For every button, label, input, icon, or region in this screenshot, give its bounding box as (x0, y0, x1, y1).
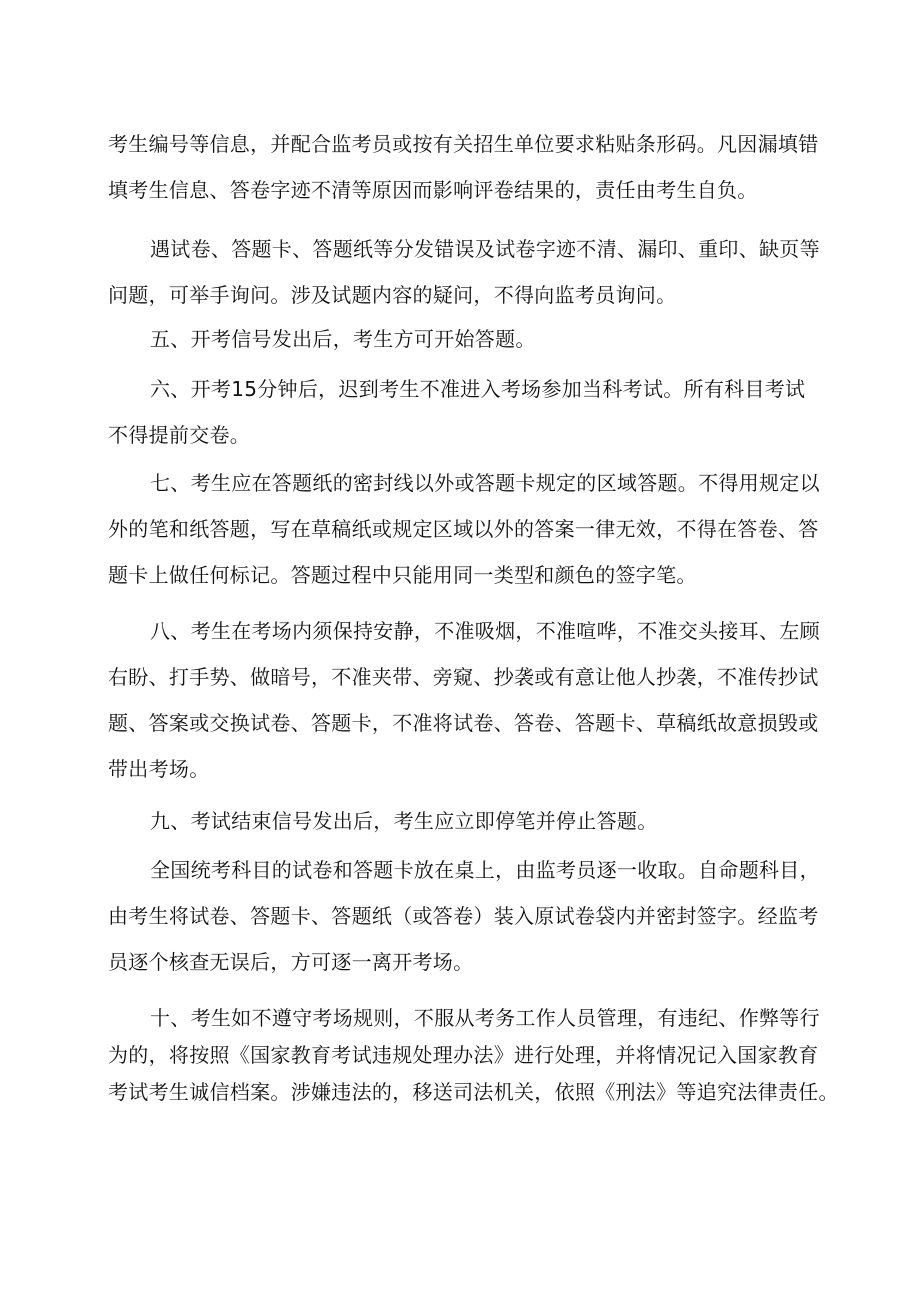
text-line: 由考生将试卷、答题卡、答题纸（或答卷）装入原试卷袋内并密封签字。经监考 (108, 904, 819, 928)
paragraph-rule-ten (108, 1000, 839, 1111)
text-line: 右盼、打手势、做暗号，不准夹带、旁窥、抄袭或有意让他人抄袭，不准传抄试 (108, 665, 819, 689)
paragraph-rule-six (108, 366, 828, 458)
text-line: 七、考生应在答题纸的密封线以外或答题卡规定的区域答题。不得用规定以 (150, 471, 820, 495)
text-line: 五、开考信号发出后，考生方可开始答题。 (150, 327, 536, 351)
text-line: 员逐个核查无误后，方可逐一离开考场。 (108, 950, 474, 974)
text-line: 考生编号等信息，并配合监考员或按有关招生单位要求粘贴条形码。凡因漏填错 (108, 132, 819, 156)
text-line: 外的笔和纸答题，写在草稿纸或规定区域以外的答案一律无效，不得在答卷、答 (108, 517, 819, 541)
text-line: 十、考生如不遵守考场规则，不服从考务工作人员管理，有违纪、作弊等行 (150, 1006, 820, 1030)
text-line: 八、考生在考场内须保持安静，不准吸烟，不准喧哗，不准交头接耳、左顾 (150, 619, 820, 643)
text-line: 题卡上做任何标记。答题过程中只能用同一类型和颜色的签字笔。 (108, 563, 697, 587)
paragraph-distribution-errors (108, 226, 828, 318)
text-line: 填考生信息、答卷字迹不清等原因而影响评卷结果的，责任由考生自负。 (108, 178, 758, 202)
paragraph-candidate-info (108, 121, 828, 213)
text-line: 考试考生诚信档案。涉嫌违法的，移送司法机关，依照《刑法》等追究法律责任。 (108, 1080, 839, 1104)
text-line: 不得提前交卷。 (108, 423, 251, 447)
text-line: 题、答案或交换试卷、答题卡，不准将试卷、答卷、答题卡、草稿纸故意损毁或 (108, 711, 819, 735)
paragraph-rule-five (108, 316, 828, 362)
paragraph-rule-nine (108, 798, 828, 844)
text-line: 全国统考科目的试卷和答题卡放在桌上，由监考员逐一收取。自命题科目， (150, 858, 820, 882)
text-line: 为的，将按照《国家教育考试违规处理办法》进行处理，并将情况记入国家教育 (108, 1043, 819, 1067)
text-line: 遇试卷、答题卡、答题纸等分发错误及试卷字迹不清、漏印、重印、缺页等 (150, 237, 820, 261)
paragraph-rule-seven (108, 460, 828, 598)
text-line: 带出考场。 (108, 757, 210, 781)
text-line: 六、开考15分钟后，迟到考生不准进入考场参加当科考试。所有科目考试 (150, 377, 806, 401)
text-line: 九、考试结束信号发出后，考生应立即停笔并停止答题。 (150, 809, 658, 833)
text-line: 问题，可举手询问。涉及试题内容的疑问，不得向监考员询问。 (108, 283, 677, 307)
paragraph-rule-eight (108, 608, 828, 792)
paragraph-collection (108, 847, 828, 985)
